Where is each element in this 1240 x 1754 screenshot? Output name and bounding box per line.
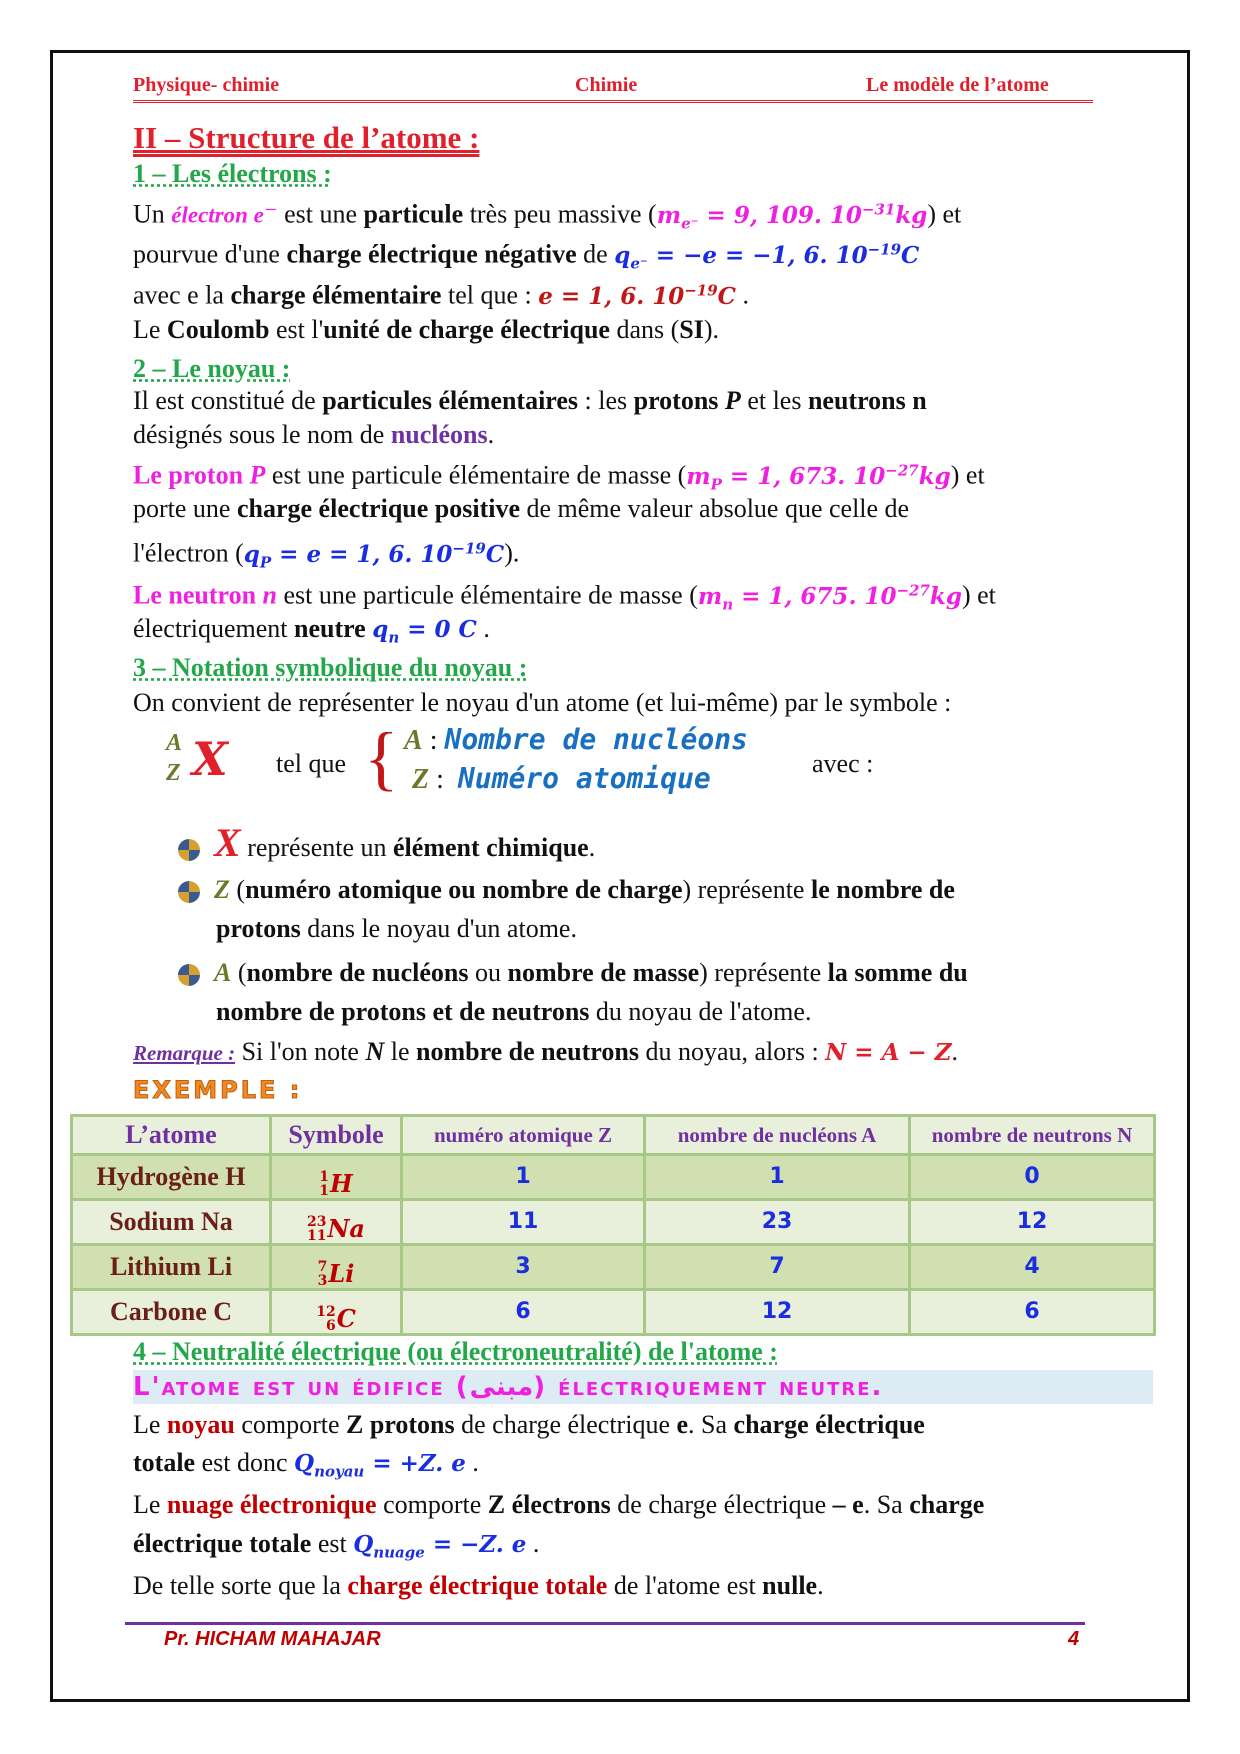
electron-mass-line: Un électron e⁻ est une particule très peu massive ($m_{e^-} = 9$, 109. $10^{-31}kg$) et [133,199,962,233]
nuclide-symbol: A Z X [166,730,228,786]
bullet-icon [178,839,200,861]
elementary-charge-line: avec e la charge élémentaire tel que : e = 1, 6. $10^{-19}C$ . [133,280,749,310]
neutron-charge-line: électriquement neutre $q_n = 0$ C . [133,614,490,647]
col-n: nombre de neutrons N [910,1116,1155,1155]
header-right: Le modèle de l’atome [866,74,1049,96]
table-row: Lithium Li 7 3 Li 3 7 4 [72,1245,1155,1290]
neutron-mass-line: Le neutron n est une particule élémentaire de masse ($m_n = 1$, 675. $10^{-27}kg$) et [133,580,996,614]
bullet-icon [178,881,200,903]
noyau-charge-line: Le noyau comporte Z protons de charge électrique e. Sa charge électrique [133,1410,925,1439]
footer-author: Pr. HICHAM MAHAJAR [164,1628,381,1650]
page-number: 4 [1068,1628,1080,1650]
heading-electrons: 1 – Les électrons : [133,159,332,188]
bullet-icon [178,964,200,986]
noyau-line-1: Il est constitué de particules élémentaires : les protons P et les neutrons n [133,386,927,415]
nuage-total-line: électrique totale est $Q_{nuage} = -Z$. e . [133,1529,540,1562]
proton-mass-line: Le proton P est une particule élémentaire de masse ($m_P = 1$, 673. $10^{-27}kg$) et [133,460,985,494]
header-center: Chimie [575,74,638,96]
col-atome: L’atome [72,1116,271,1155]
brace: { [364,718,399,798]
table-row: Sodium Na 23 11 Na 11 23 12 [72,1200,1155,1245]
exemple-label: EXEMPLE : [133,1076,303,1104]
proton-charge-value: l'électron ($q_P = e = 1$, 6. $10^{-19}C$). [133,538,520,572]
bullet-X: X représente un élément chimique. [178,822,595,869]
def-A: A : Nombre de nucléons [404,723,748,756]
remarque: Remarque : Si l'on note N le nombre de neutrons du noyau, alors : N = A − Z. [133,1037,958,1066]
col-symbole: Symbole [271,1116,402,1155]
col-z: numéro atomique Z [402,1116,645,1155]
bullet-Z-cont: protons dans le noyau d'un atome. [216,914,577,943]
heading-neutralite: 4 – Neutralité électrique (ou électroneutralité) de l'atome : [133,1337,778,1366]
electron-charge-line: pourvue d'une charge électrique négative de $q_{e^-} = -e = -1$, 6. $10^{-19}C$ [133,239,920,273]
bullet-A-cont: nombre de protons et de neutrons du noyau de l'atome. [216,997,812,1026]
heading-noyau: 2 – Le noyau : [133,354,291,383]
def-Z: Z : Numéro atomique [412,762,711,795]
conclusion-line: De telle sorte que la charge électrique totale de l'atome est nulle. [133,1571,824,1600]
table-row: Carbone C 12 6 C 6 12 6 [72,1290,1155,1335]
neutral-banner: L'atome est un édifice (مبنى) électriquement neutre. [133,1370,1153,1404]
coulomb-line: Le Coulomb est l'unité de charge électrique dans (SI). [133,315,720,344]
heading-notation: 3 – Notation symbolique du noyau : [133,653,528,682]
table-row: Hydrogène H 1 1 H 1 1 0 [72,1155,1155,1200]
notation-intro: On convient de représenter le noyau d'un atome (et lui-même) par le symbole : [133,688,952,717]
page-header [133,74,1093,103]
footer-divider [125,1622,1085,1625]
tel-que-label: tel que [276,749,347,778]
avec-label: avec : [812,749,874,778]
col-a: nombre de nucléons A [645,1116,910,1155]
section-title: II – Structure de l’atome : [133,120,480,155]
examples-table [70,1114,1156,1336]
noyau-total-line: totale est donc $Q_{noyau} = +Z$. e . [133,1448,479,1481]
bullet-A: A (nombre de nucléons ou nombre de masse) représente la somme du [178,957,968,989]
table-header [72,1116,1155,1155]
noyau-line-2: désignés sous le nom de nucléons. [133,420,495,449]
header-left: Physique- chimie [133,74,280,96]
proton-charge-line: porte une charge électrique positive de même valeur absolue que celle de [133,494,910,523]
bullet-Z: Z (numéro atomique ou nombre de charge) représente le nombre de [178,874,955,906]
nuage-charge-line: Le nuage électronique comporte Z électrons de charge électrique – e. Sa charge [133,1490,985,1519]
